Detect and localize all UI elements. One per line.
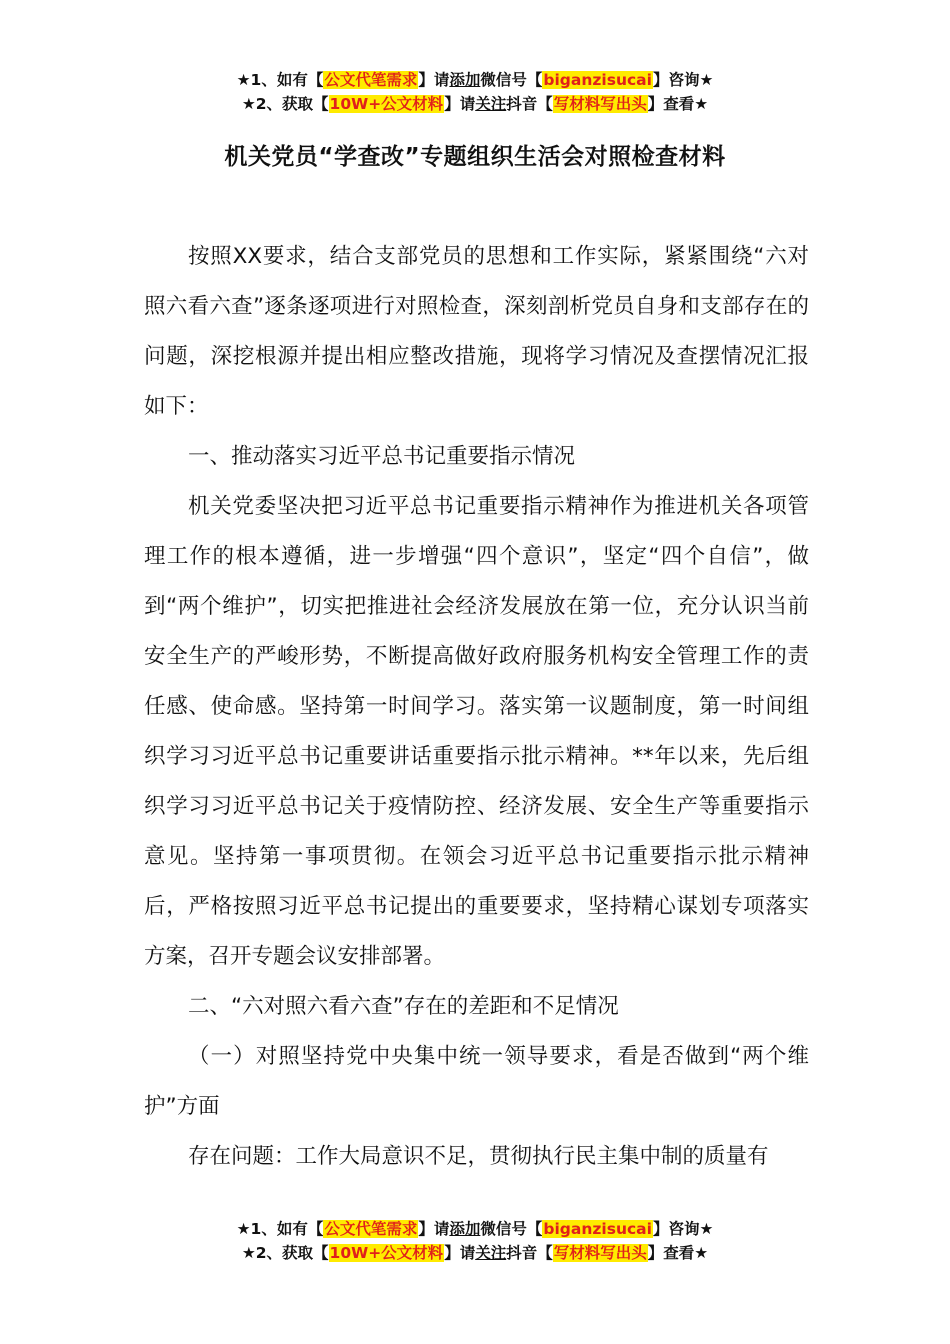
banner-highlight-wechat-id[interactable]: biganzisucai <box>543 71 652 89</box>
banner-text: 】请 <box>444 95 476 113</box>
banner-line-2 <box>0 92 950 116</box>
banner-text: 微信号【 <box>480 1220 543 1238</box>
banner-text: ★1、如有【 <box>236 71 324 89</box>
banner-text: 】查看★ <box>647 95 709 113</box>
banner-text: 】咨询★ <box>652 1220 714 1238</box>
document-body <box>144 232 809 1182</box>
banner-highlight-douyin[interactable]: 写材料写出头 <box>553 95 647 113</box>
banner-text: 】咨询★ <box>652 71 714 89</box>
banner-line-1 <box>0 1217 950 1241</box>
banner-underline: 关注 <box>475 95 507 113</box>
banner-text: 微信号【 <box>480 71 543 89</box>
banner-line-2 <box>0 1241 950 1265</box>
heading-section-2: 二、“六对照六看六查”存在的差距和不足情况 <box>188 994 619 1019</box>
banner-text: 】请 <box>418 71 450 89</box>
banner-highlight-douyin[interactable]: 写材料写出头 <box>553 1244 647 1262</box>
banner-underline: 添加 <box>449 71 481 89</box>
document-title: 机关党员“学查改”专题组织生活会对照检查材料 <box>224 144 726 170</box>
banner-line-1 <box>0 68 950 92</box>
banner-highlight-materials: 10W+公文材料 <box>329 1244 444 1262</box>
subheading-2-1: （一）对照坚持党中央集中统一领导要求，看是否做到“两个维护”方面 <box>144 1044 809 1119</box>
banner-text: ★2、获取【 <box>241 1244 329 1262</box>
banner-text: 抖音【 <box>506 95 553 113</box>
top-banner <box>0 68 950 116</box>
banner-highlight-service: 公文代笔需求 <box>324 71 418 89</box>
banner-text: 抖音【 <box>506 1244 553 1262</box>
banner-highlight-service: 公文代笔需求 <box>324 1220 418 1238</box>
paragraph-intro: 按照XX要求，结合支部党员的思想和工作实际，紧紧围绕“六对照六看六查”逐条逐项进行对照检查，深刻剖析党员自身和支部存在的问题，深挖根源并提出相应整改措施，现将学习情况及查摆情况汇报如下： <box>144 244 809 419</box>
banner-underline: 关注 <box>475 1244 507 1262</box>
banner-text: ★2、获取【 <box>241 95 329 113</box>
banner-text: 】查看★ <box>647 1244 709 1262</box>
bottom-banner <box>0 1217 950 1265</box>
banner-text: 】请 <box>444 1244 476 1262</box>
heading-section-1: 一、推动落实习近平总书记重要指示情况 <box>188 444 576 469</box>
banner-highlight-materials: 10W+公文材料 <box>329 95 444 113</box>
banner-text: ★1、如有【 <box>236 1220 324 1238</box>
banner-text: 】请 <box>418 1220 450 1238</box>
paragraph-problem: 存在问题：工作大局意识不足，贯彻执行民主集中制的质量有 <box>188 1144 769 1169</box>
paragraph-section-1: 机关党委坚决把习近平总书记重要指示精神作为推进机关各项管理工作的根本遵循，进一步增强“四个意识”，坚定“四个自信”，做到“两个维护”，切实把推进社会经济发展放在第一位，充分认识当前安全生产的严峻形势，不断提高做好政府服务机构安全管理工作的责任感、使命感。坚持第一时间学习。落实第一议题制度，第一时间组织学习习近平总书记重要讲话重要指示批示精神。**年以来，先后组织学习习近平总书记关于疫情防控、经济发展、安全生产等重要指示意见。坚持第一事项贯彻。在领会习近平总书记重要指示批示精神后，严格按照习近平总书记提出的重要要求，坚持精心谋划专项落实方案，召开专题会议安排部署。 <box>144 494 809 969</box>
banner-highlight-wechat-id[interactable]: biganzisucai <box>543 1220 652 1238</box>
banner-underline: 添加 <box>449 1220 481 1238</box>
